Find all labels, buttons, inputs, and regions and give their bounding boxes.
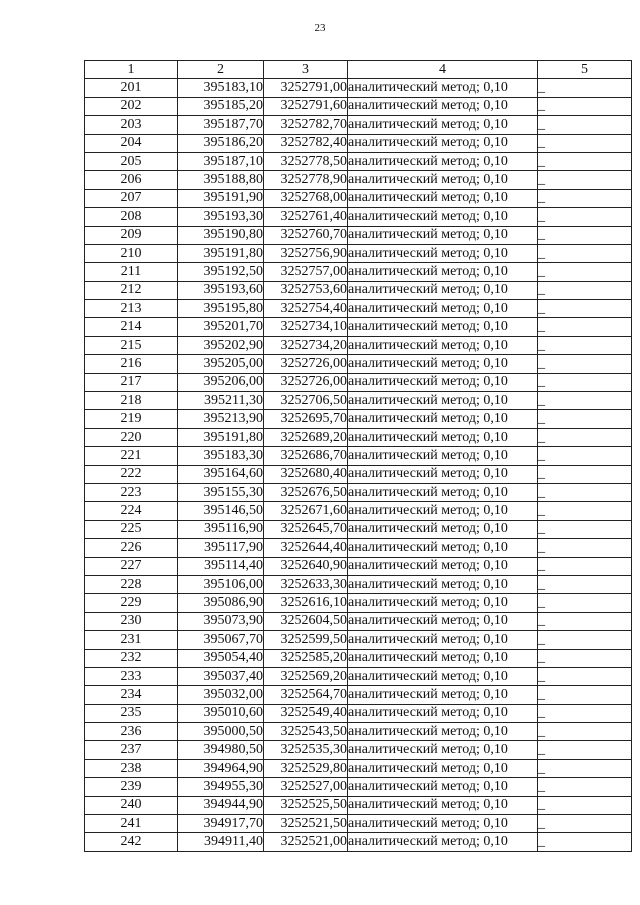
note-cell: _	[538, 355, 632, 373]
table-row	[85, 465, 632, 483]
method-accuracy-cell: аналитический метод; 0,10	[348, 502, 538, 520]
point-number-cell: 242	[85, 833, 178, 851]
note-cell: _	[538, 263, 632, 281]
y-coordinate-cell: 3252726,00	[264, 355, 348, 373]
method-accuracy-cell: аналитический метод; 0,10	[348, 539, 538, 557]
method-accuracy-cell: аналитический метод; 0,10	[348, 723, 538, 741]
y-coordinate-cell: 3252778,50	[264, 152, 348, 170]
method-accuracy-cell: аналитический метод; 0,10	[348, 465, 538, 483]
table-row	[85, 263, 632, 281]
y-coordinate-cell: 3252734,20	[264, 336, 348, 354]
y-coordinate-cell: 3252549,40	[264, 704, 348, 722]
y-coordinate-cell: 3252689,20	[264, 428, 348, 446]
table-row	[85, 336, 632, 354]
point-number-cell: 238	[85, 759, 178, 777]
method-accuracy-cell: аналитический метод; 0,10	[348, 171, 538, 189]
method-accuracy-cell: аналитический метод; 0,10	[348, 152, 538, 170]
y-coordinate-cell: 3252676,50	[264, 483, 348, 501]
table-row	[85, 152, 632, 170]
y-coordinate-cell: 3252599,50	[264, 631, 348, 649]
y-coordinate-cell: 3252782,40	[264, 134, 348, 152]
method-accuracy-cell: аналитический метод; 0,10	[348, 318, 538, 336]
point-number-cell: 201	[85, 79, 178, 97]
x-coordinate-cell: 395211,30	[178, 392, 264, 410]
y-coordinate-cell: 3252791,60	[264, 97, 348, 115]
note-cell: _	[538, 79, 632, 97]
point-number-cell: 235	[85, 704, 178, 722]
note-cell: _	[538, 631, 632, 649]
point-number-cell: 229	[85, 594, 178, 612]
method-accuracy-cell: аналитический метод; 0,10	[348, 575, 538, 593]
point-number-cell: 205	[85, 152, 178, 170]
point-number-cell: 223	[85, 483, 178, 501]
y-coordinate-cell: 3252527,00	[264, 778, 348, 796]
x-coordinate-cell: 395187,70	[178, 116, 264, 134]
point-number-cell: 218	[85, 392, 178, 410]
point-number-cell: 228	[85, 575, 178, 593]
table-row	[85, 373, 632, 391]
table-row	[85, 631, 632, 649]
y-coordinate-cell: 3252782,70	[264, 116, 348, 134]
x-coordinate-cell: 395186,20	[178, 134, 264, 152]
x-coordinate-cell: 395032,00	[178, 686, 264, 704]
table-row	[85, 318, 632, 336]
method-accuracy-cell: аналитический метод; 0,10	[348, 373, 538, 391]
table-row	[85, 189, 632, 207]
y-coordinate-cell: 3252791,00	[264, 79, 348, 97]
y-coordinate-cell: 3252569,20	[264, 667, 348, 685]
note-cell: _	[538, 281, 632, 299]
x-coordinate-cell: 395206,00	[178, 373, 264, 391]
x-coordinate-cell: 395190,80	[178, 226, 264, 244]
note-cell: _	[538, 833, 632, 851]
method-accuracy-cell: аналитический метод; 0,10	[348, 410, 538, 428]
point-number-cell: 212	[85, 281, 178, 299]
point-number-cell: 230	[85, 612, 178, 630]
table-row	[85, 226, 632, 244]
x-coordinate-cell: 395205,00	[178, 355, 264, 373]
point-number-cell: 210	[85, 244, 178, 262]
method-accuracy-cell: аналитический метод; 0,10	[348, 97, 538, 115]
x-coordinate-cell: 395037,40	[178, 667, 264, 685]
method-accuracy-cell: аналитический метод; 0,10	[348, 704, 538, 722]
y-coordinate-cell: 3252726,00	[264, 373, 348, 391]
method-accuracy-cell: аналитический метод; 0,10	[348, 428, 538, 446]
point-number-cell: 221	[85, 447, 178, 465]
method-accuracy-cell: аналитический метод; 0,10	[348, 189, 538, 207]
table-row	[85, 594, 632, 612]
x-coordinate-cell: 395191,90	[178, 189, 264, 207]
y-coordinate-cell: 3252757,00	[264, 263, 348, 281]
table-row	[85, 759, 632, 777]
note-cell: _	[538, 226, 632, 244]
table-row	[85, 447, 632, 465]
table-row	[85, 410, 632, 428]
y-coordinate-cell: 3252585,20	[264, 649, 348, 667]
table-row	[85, 796, 632, 814]
point-number-cell: 219	[85, 410, 178, 428]
y-coordinate-cell: 3252760,70	[264, 226, 348, 244]
point-number-cell: 220	[85, 428, 178, 446]
table-row	[85, 428, 632, 446]
x-coordinate-cell: 395191,80	[178, 428, 264, 446]
table-row	[85, 483, 632, 501]
x-coordinate-cell: 394917,70	[178, 815, 264, 833]
y-coordinate-cell: 3252529,80	[264, 759, 348, 777]
method-accuracy-cell: аналитический метод; 0,10	[348, 557, 538, 575]
point-number-cell: 208	[85, 208, 178, 226]
method-accuracy-cell: аналитический метод; 0,10	[348, 796, 538, 814]
table-row	[85, 649, 632, 667]
method-accuracy-cell: аналитический метод; 0,10	[348, 116, 538, 134]
x-coordinate-cell: 395086,90	[178, 594, 264, 612]
method-accuracy-cell: аналитический метод; 0,10	[348, 336, 538, 354]
y-coordinate-cell: 3252564,70	[264, 686, 348, 704]
x-coordinate-cell: 395183,30	[178, 447, 264, 465]
note-cell: _	[538, 759, 632, 777]
note-cell: _	[538, 116, 632, 134]
method-accuracy-cell: аналитический метод; 0,10	[348, 134, 538, 152]
table-body	[85, 79, 632, 851]
method-accuracy-cell: аналитический метод; 0,10	[348, 300, 538, 318]
table-row	[85, 116, 632, 134]
table-row	[85, 667, 632, 685]
y-coordinate-cell: 3252753,60	[264, 281, 348, 299]
x-coordinate-cell: 395010,60	[178, 704, 264, 722]
method-accuracy-cell: аналитический метод; 0,10	[348, 612, 538, 630]
point-number-cell: 237	[85, 741, 178, 759]
note-cell: _	[538, 502, 632, 520]
y-coordinate-cell: 3252686,70	[264, 447, 348, 465]
y-coordinate-cell: 3252768,00	[264, 189, 348, 207]
point-number-cell: 214	[85, 318, 178, 336]
x-coordinate-cell: 395193,60	[178, 281, 264, 299]
table-row	[85, 778, 632, 796]
y-coordinate-cell: 3252535,30	[264, 741, 348, 759]
y-coordinate-cell: 3252604,50	[264, 612, 348, 630]
table-row	[85, 520, 632, 538]
y-coordinate-cell: 3252521,50	[264, 815, 348, 833]
method-accuracy-cell: аналитический метод; 0,10	[348, 226, 538, 244]
y-coordinate-cell: 3252695,70	[264, 410, 348, 428]
table-header	[85, 61, 632, 79]
x-coordinate-cell: 395054,40	[178, 649, 264, 667]
point-number-cell: 231	[85, 631, 178, 649]
method-accuracy-cell: аналитический метод; 0,10	[348, 281, 538, 299]
table-row	[85, 355, 632, 373]
x-coordinate-cell: 394964,90	[178, 759, 264, 777]
note-cell: _	[538, 557, 632, 575]
note-cell: _	[538, 244, 632, 262]
point-number-cell: 224	[85, 502, 178, 520]
note-cell: _	[538, 539, 632, 557]
note-cell: _	[538, 336, 632, 354]
note-cell: _	[538, 410, 632, 428]
table-row	[85, 208, 632, 226]
y-coordinate-cell: 3252706,50	[264, 392, 348, 410]
method-accuracy-cell: аналитический метод; 0,10	[348, 815, 538, 833]
table-row	[85, 833, 632, 851]
coordinates-table	[84, 60, 632, 852]
method-accuracy-cell: аналитический метод; 0,10	[348, 447, 538, 465]
y-coordinate-cell: 3252640,90	[264, 557, 348, 575]
x-coordinate-cell: 394955,30	[178, 778, 264, 796]
note-cell: _	[538, 465, 632, 483]
x-coordinate-cell: 395106,00	[178, 575, 264, 593]
point-number-cell: 211	[85, 263, 178, 281]
table-row	[85, 171, 632, 189]
point-number-cell: 202	[85, 97, 178, 115]
note-cell: _	[538, 778, 632, 796]
table-row	[85, 392, 632, 410]
method-accuracy-cell: аналитический метод; 0,10	[348, 686, 538, 704]
note-cell: _	[538, 318, 632, 336]
x-coordinate-cell: 395073,90	[178, 612, 264, 630]
note-cell: _	[538, 134, 632, 152]
note-cell: _	[538, 97, 632, 115]
method-accuracy-cell: аналитический метод; 0,10	[348, 631, 538, 649]
method-accuracy-cell: аналитический метод; 0,10	[348, 649, 538, 667]
note-cell: _	[538, 300, 632, 318]
note-cell: _	[538, 686, 632, 704]
table-row	[85, 502, 632, 520]
header-col-4: 4	[348, 61, 538, 79]
x-coordinate-cell: 395114,40	[178, 557, 264, 575]
method-accuracy-cell: аналитический метод; 0,10	[348, 208, 538, 226]
x-coordinate-cell: 395193,30	[178, 208, 264, 226]
x-coordinate-cell: 395213,90	[178, 410, 264, 428]
table-row	[85, 575, 632, 593]
page-number: 23	[314, 22, 326, 34]
table-row	[85, 134, 632, 152]
note-cell: _	[538, 815, 632, 833]
point-number-cell: 227	[85, 557, 178, 575]
y-coordinate-cell: 3252778,90	[264, 171, 348, 189]
point-number-cell: 209	[85, 226, 178, 244]
x-coordinate-cell: 395195,80	[178, 300, 264, 318]
point-number-cell: 241	[85, 815, 178, 833]
x-coordinate-cell: 395183,10	[178, 79, 264, 97]
x-coordinate-cell: 395202,90	[178, 336, 264, 354]
point-number-cell: 217	[85, 373, 178, 391]
method-accuracy-cell: аналитический метод; 0,10	[348, 741, 538, 759]
note-cell: _	[538, 612, 632, 630]
x-coordinate-cell: 395187,10	[178, 152, 264, 170]
point-number-cell: 225	[85, 520, 178, 538]
x-coordinate-cell: 395146,50	[178, 502, 264, 520]
y-coordinate-cell: 3252633,30	[264, 575, 348, 593]
table-row	[85, 281, 632, 299]
header-col-1: 1	[85, 61, 178, 79]
y-coordinate-cell: 3252521,00	[264, 833, 348, 851]
table-row	[85, 704, 632, 722]
note-cell: _	[538, 594, 632, 612]
x-coordinate-cell: 394980,50	[178, 741, 264, 759]
y-coordinate-cell: 3252645,70	[264, 520, 348, 538]
x-coordinate-cell: 394944,90	[178, 796, 264, 814]
point-number-cell: 213	[85, 300, 178, 318]
y-coordinate-cell: 3252756,90	[264, 244, 348, 262]
method-accuracy-cell: аналитический метод; 0,10	[348, 392, 538, 410]
method-accuracy-cell: аналитический метод; 0,10	[348, 79, 538, 97]
note-cell: _	[538, 189, 632, 207]
point-number-cell: 203	[85, 116, 178, 134]
note-cell: _	[538, 373, 632, 391]
note-cell: _	[538, 208, 632, 226]
x-coordinate-cell: 395116,90	[178, 520, 264, 538]
x-coordinate-cell: 395155,30	[178, 483, 264, 501]
table-row	[85, 612, 632, 630]
header-row	[85, 61, 632, 79]
note-cell: _	[538, 152, 632, 170]
x-coordinate-cell: 395185,20	[178, 97, 264, 115]
table-row	[85, 79, 632, 97]
note-cell: _	[538, 649, 632, 667]
table-row	[85, 723, 632, 741]
method-accuracy-cell: аналитический метод; 0,10	[348, 355, 538, 373]
note-cell: _	[538, 667, 632, 685]
point-number-cell: 206	[85, 171, 178, 189]
note-cell: _	[538, 483, 632, 501]
header-col-5: 5	[538, 61, 632, 79]
method-accuracy-cell: аналитический метод; 0,10	[348, 483, 538, 501]
point-number-cell: 240	[85, 796, 178, 814]
method-accuracy-cell: аналитический метод; 0,10	[348, 778, 538, 796]
x-coordinate-cell: 395067,70	[178, 631, 264, 649]
y-coordinate-cell: 3252761,40	[264, 208, 348, 226]
table-row	[85, 815, 632, 833]
x-coordinate-cell: 395201,70	[178, 318, 264, 336]
table-row	[85, 741, 632, 759]
y-coordinate-cell: 3252525,50	[264, 796, 348, 814]
point-number-cell: 216	[85, 355, 178, 373]
table-row	[85, 686, 632, 704]
point-number-cell: 239	[85, 778, 178, 796]
x-coordinate-cell: 395000,50	[178, 723, 264, 741]
note-cell: _	[538, 520, 632, 538]
table-row	[85, 539, 632, 557]
method-accuracy-cell: аналитический метод; 0,10	[348, 520, 538, 538]
note-cell: _	[538, 723, 632, 741]
point-number-cell: 233	[85, 667, 178, 685]
table-row	[85, 244, 632, 262]
table-row	[85, 300, 632, 318]
x-coordinate-cell: 395192,50	[178, 263, 264, 281]
y-coordinate-cell: 3252671,60	[264, 502, 348, 520]
note-cell: _	[538, 575, 632, 593]
note-cell: _	[538, 704, 632, 722]
method-accuracy-cell: аналитический метод; 0,10	[348, 263, 538, 281]
y-coordinate-cell: 3252616,10	[264, 594, 348, 612]
x-coordinate-cell: 395117,90	[178, 539, 264, 557]
note-cell: _	[538, 796, 632, 814]
y-coordinate-cell: 3252680,40	[264, 465, 348, 483]
header-col-3: 3	[264, 61, 348, 79]
method-accuracy-cell: аналитический метод; 0,10	[348, 759, 538, 777]
y-coordinate-cell: 3252734,10	[264, 318, 348, 336]
y-coordinate-cell: 3252644,40	[264, 539, 348, 557]
y-coordinate-cell: 3252754,40	[264, 300, 348, 318]
method-accuracy-cell: аналитический метод; 0,10	[348, 244, 538, 262]
method-accuracy-cell: аналитический метод; 0,10	[348, 667, 538, 685]
point-number-cell: 204	[85, 134, 178, 152]
point-number-cell: 207	[85, 189, 178, 207]
table-row	[85, 557, 632, 575]
point-number-cell: 236	[85, 723, 178, 741]
table-row	[85, 97, 632, 115]
x-coordinate-cell: 394911,40	[178, 833, 264, 851]
method-accuracy-cell: аналитический метод; 0,10	[348, 833, 538, 851]
x-coordinate-cell: 395188,80	[178, 171, 264, 189]
point-number-cell: 215	[85, 336, 178, 354]
method-accuracy-cell: аналитический метод; 0,10	[348, 594, 538, 612]
point-number-cell: 232	[85, 649, 178, 667]
point-number-cell: 222	[85, 465, 178, 483]
note-cell: _	[538, 741, 632, 759]
note-cell: _	[538, 392, 632, 410]
point-number-cell: 226	[85, 539, 178, 557]
point-number-cell: 234	[85, 686, 178, 704]
note-cell: _	[538, 447, 632, 465]
header-col-2: 2	[178, 61, 264, 79]
y-coordinate-cell: 3252543,50	[264, 723, 348, 741]
x-coordinate-cell: 395191,80	[178, 244, 264, 262]
note-cell: _	[538, 171, 632, 189]
note-cell: _	[538, 428, 632, 446]
x-coordinate-cell: 395164,60	[178, 465, 264, 483]
